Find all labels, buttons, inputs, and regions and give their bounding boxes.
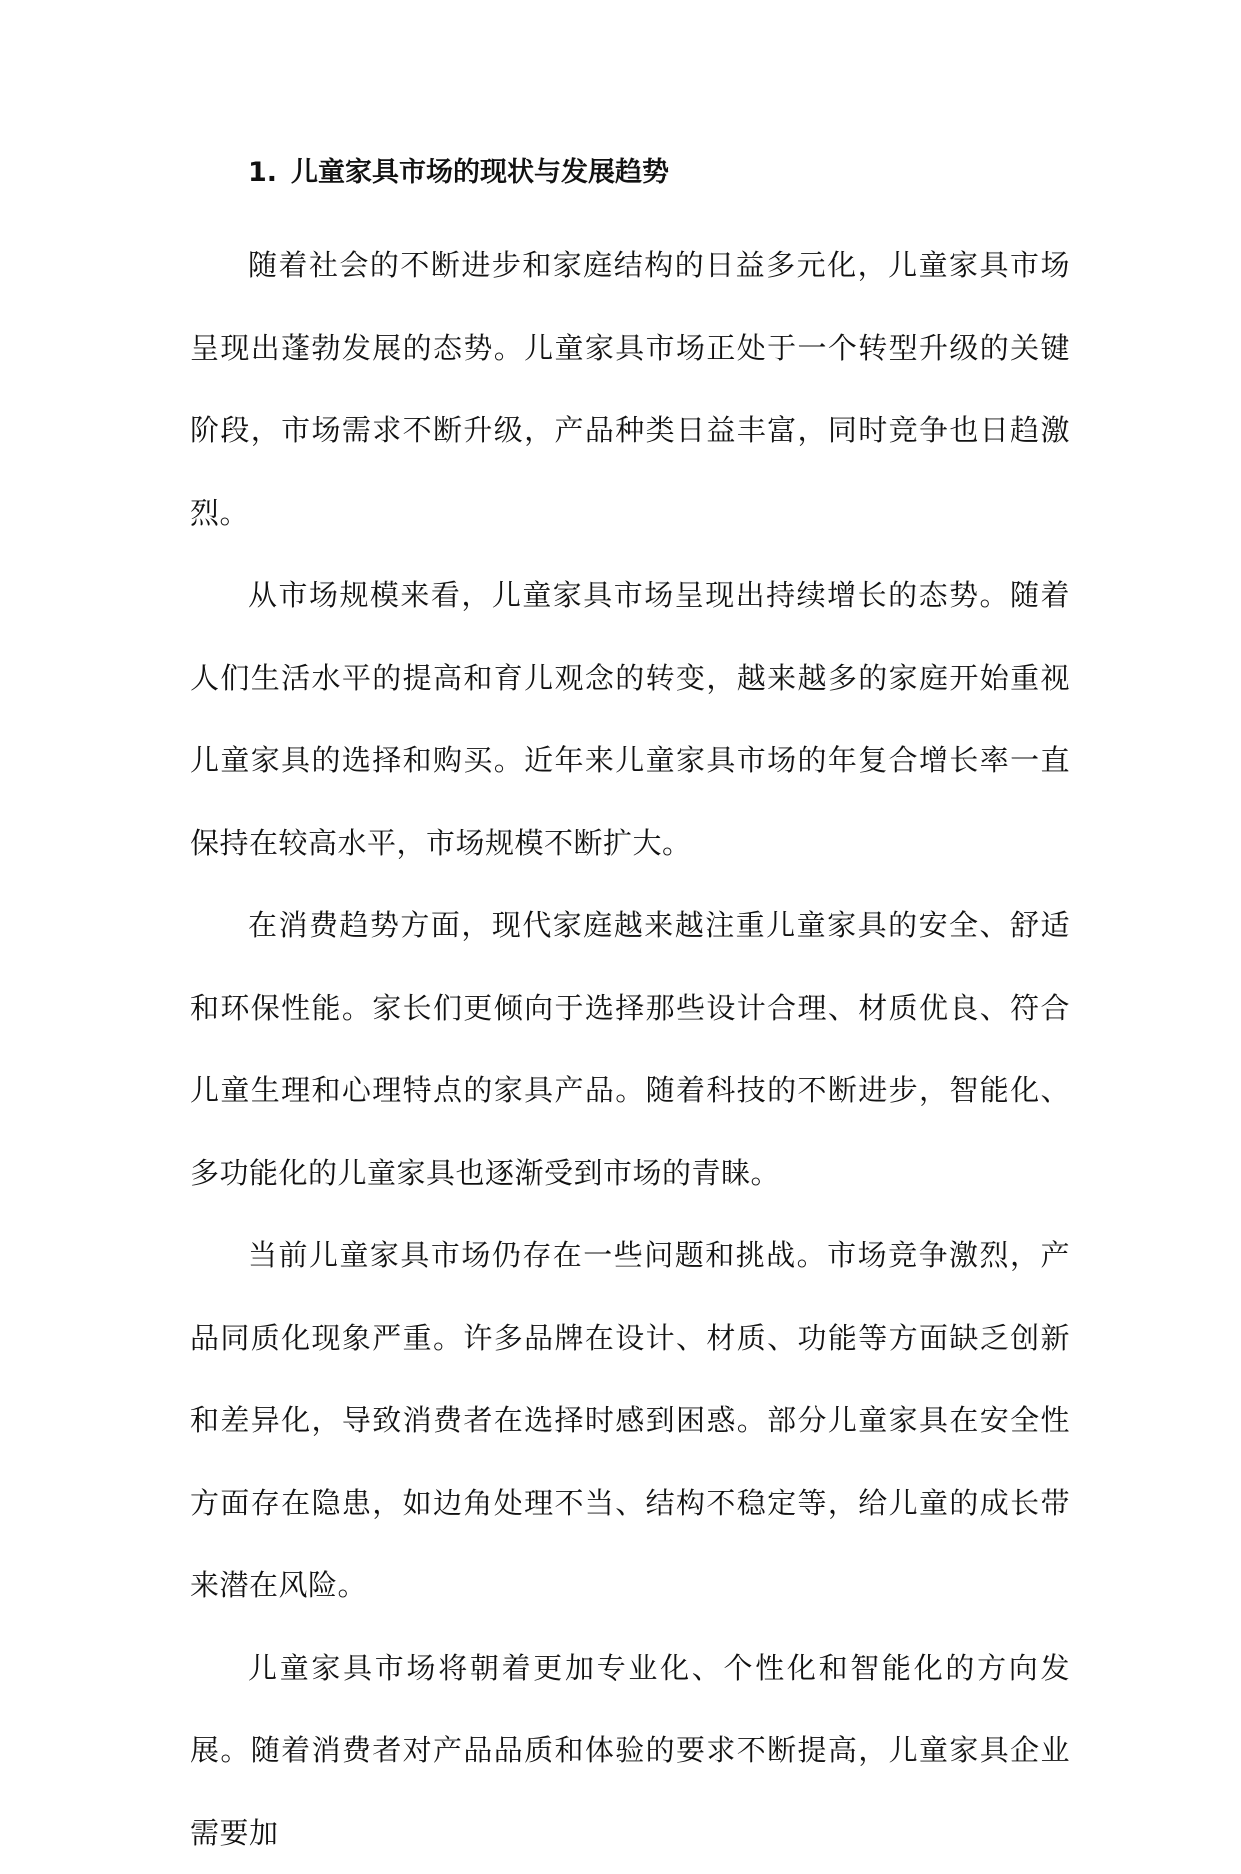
paragraph-1: 随着社会的不断进步和家庭结构的日益多元化，儿童家具市场呈现出蓬勃发展的态势。儿童家具市场正处于一个转型升级的关键阶段，市场需求不断升级，产品种类日益丰富，同时竞争也日趋激烈。 (190, 224, 1070, 554)
document-body (190, 144, 1070, 1874)
section-heading (190, 144, 1070, 202)
paragraph-5: 儿童家具市场将朝着更加专业化、个性化和智能化的方向发展。随着消费者对产品品质和体验的要求不断提高，儿童家具企业需要加 (190, 1627, 1070, 1874)
paragraph-4: 当前儿童家具市场仍存在一些问题和挑战。市场竞争激烈，产品同质化现象严重。许多品牌在设计、材质、功能等方面缺乏创新和差异化，导致消费者在选择时感到困惑。部分儿童家具在安全性方面存在隐患，如边角处理不当、结构不稳定等，给儿童的成长带来潜在风险。 (190, 1214, 1070, 1627)
section-number: 1. (248, 157, 277, 188)
section-title: 儿童家具市场的现状与发展趋势 (291, 157, 669, 188)
paragraph-2: 从市场规模来看，儿童家具市场呈现出持续增长的态势。随着人们生活水平的提高和育儿观念的转变，越来越多的家庭开始重视儿童家具的选择和购买。近年来儿童家具市场的年复合增长率一直保持在较高水平，市场规模不断扩大。 (190, 554, 1070, 884)
paragraph-3: 在消费趋势方面，现代家庭越来越注重儿童家具的安全、舒适和环保性能。家长们更倾向于选择那些设计合理、材质优良、符合儿童生理和心理特点的家具产品。随着科技的不断进步，智能化、多功能化的儿童家具也逐渐受到市场的青睐。 (190, 884, 1070, 1214)
